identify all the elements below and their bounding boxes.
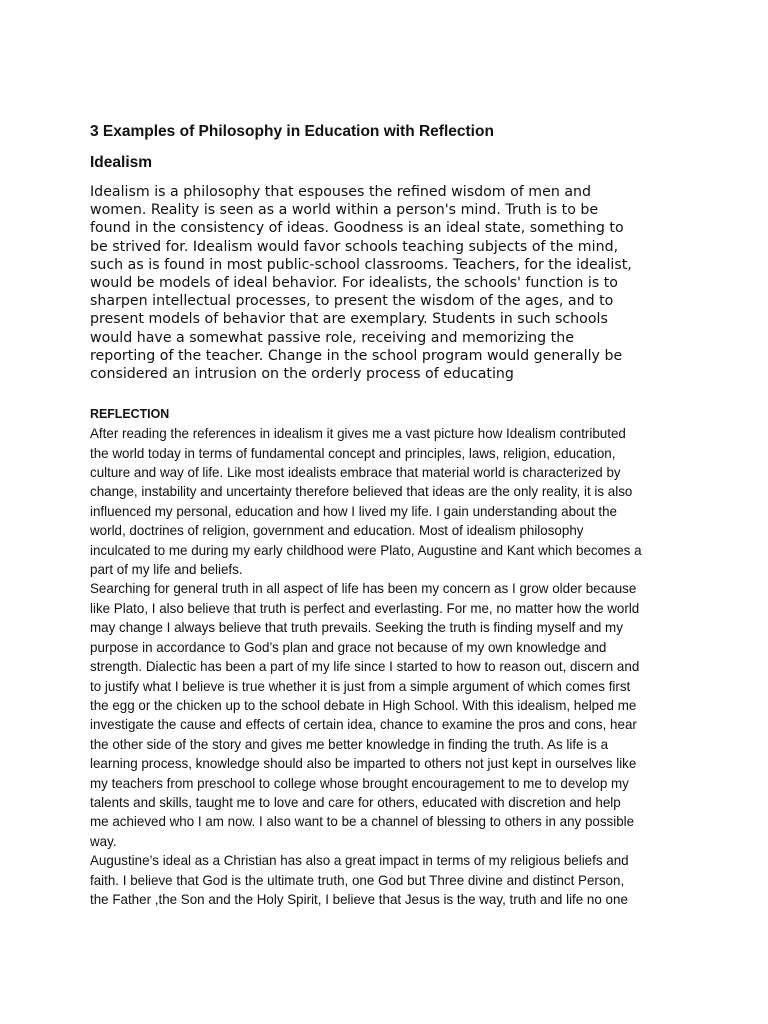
paragraph-line: Idealism is a philosophy that espouses the refined wisdom of men and [90,184,592,200]
paragraph-line: purpose in accordance to God’s plan and grace not because of my own knowledge and [90,639,607,655]
paragraph-line: considered an intrusion on the orderly process of educating [90,366,514,383]
paragraph-line: reporting of the teacher. Change in the school program would generally be [90,347,623,364]
paragraph-line: found in the consistency of ideas. Goodness is an ideal state, something to [90,220,624,237]
reflection-heading: REFLECTION [90,406,170,422]
section-heading-idealism: Idealism [90,154,153,171]
paragraph-line: talents and skills, taught me to love and care for others, educated with discretion and help [90,794,621,810]
paragraph-line: the Father ,the Son and the Holy Spirit, I believe that Jesus is the way, truth and life no one [90,891,628,907]
idealism-paragraph [90,183,690,383]
paragraph-line: Augustine’s ideal as a Christian has also a great impact in terms of my religious beliefs and [90,853,629,869]
document-page [90,122,690,909]
paragraph-line: sharpen intellectual processes, to present the wisdom of the ages, and to [90,293,614,310]
paragraph-line: would have a somewhat passive role, receiving and memorizing the [90,329,574,346]
paragraph-line: like Plato, I also believe that truth is perfect and everlasting. For me, no matter how the world [90,600,640,616]
paragraph-line: such as is found in most public-school classrooms. Teachers, for the idealist, [90,256,632,273]
paragraph-line: be strived for. Idealism would favor schools teaching subjects of the mind, [90,238,619,255]
paragraph-line: the other side of the story and gives me better knowledge in finding the truth. As life is a [90,736,609,752]
paragraph-line: part of my life and beliefs. [90,562,243,578]
paragraph-line: my teachers from preschool to college whose brought encouragement to me to develop my [90,775,629,791]
paragraph-line: investigate the cause and effects of certain idea, chance to examine the pros and cons, hear [90,717,637,733]
paragraph-line: culture and way of life. Like most idealists embrace that material world is characterized by [90,465,621,481]
paragraph-line: strength. Dialectic has been a part of my life since I started to how to reason out, discern and [90,659,640,675]
paragraph-line: women. Reality is seen as a world within a person's mind. Truth is to be [90,202,599,219]
paragraph-line: me achieved who I am now. I also want to be a channel of blessing to others in any possible [90,814,635,830]
paragraph-line: to justify what I believe is true whether it is just from a simple argument of which comes first [90,678,631,694]
document-title: 3 Examples of Philosophy in Education with Reflection [90,123,494,140]
paragraph-line: inculcated to me during my early childhood were Plato, Augustine and Kant which becomes a [90,542,642,558]
paragraph-line: faith. I believe that God is the ultimate truth, one God but Three divine and distinct Person, [90,872,625,888]
reflection-paragraph [90,424,690,909]
paragraph-line: the egg or the chicken up to the school debate in High School. With this idealism, helped me [90,697,637,713]
paragraph-line: learning process, knowledge should also be imparted to others not just kept in ourselves like [90,756,637,772]
paragraph-line: the world today in terms of fundamental concept and principles, laws, religion, education, [90,445,616,461]
paragraph-line: After reading the references in idealism it gives me a vast picture how Idealism contributed [90,426,626,442]
paragraph-line: Searching for general truth in all aspect of life has been my concern as I grow older because [90,581,637,597]
paragraph-line: present models of behavior that are exemplary. Students in such schools [90,311,608,328]
paragraph-line: world, doctrines of religion, government and education. Most of idealism philosophy [90,523,584,539]
paragraph-line: change, instability and uncertainty therefore believed that ideas are the only reality, it is also [90,484,633,500]
paragraph-line: may change I always believe that truth prevails. Seeking the truth is finding myself and my [90,620,623,636]
paragraph-line: influenced my personal, education and how I lived my life. I gain understanding about the [90,503,618,519]
paragraph-line: way. [90,833,117,849]
paragraph-line: would be models of ideal behavior. For idealists, the schools' function is to [90,275,618,292]
